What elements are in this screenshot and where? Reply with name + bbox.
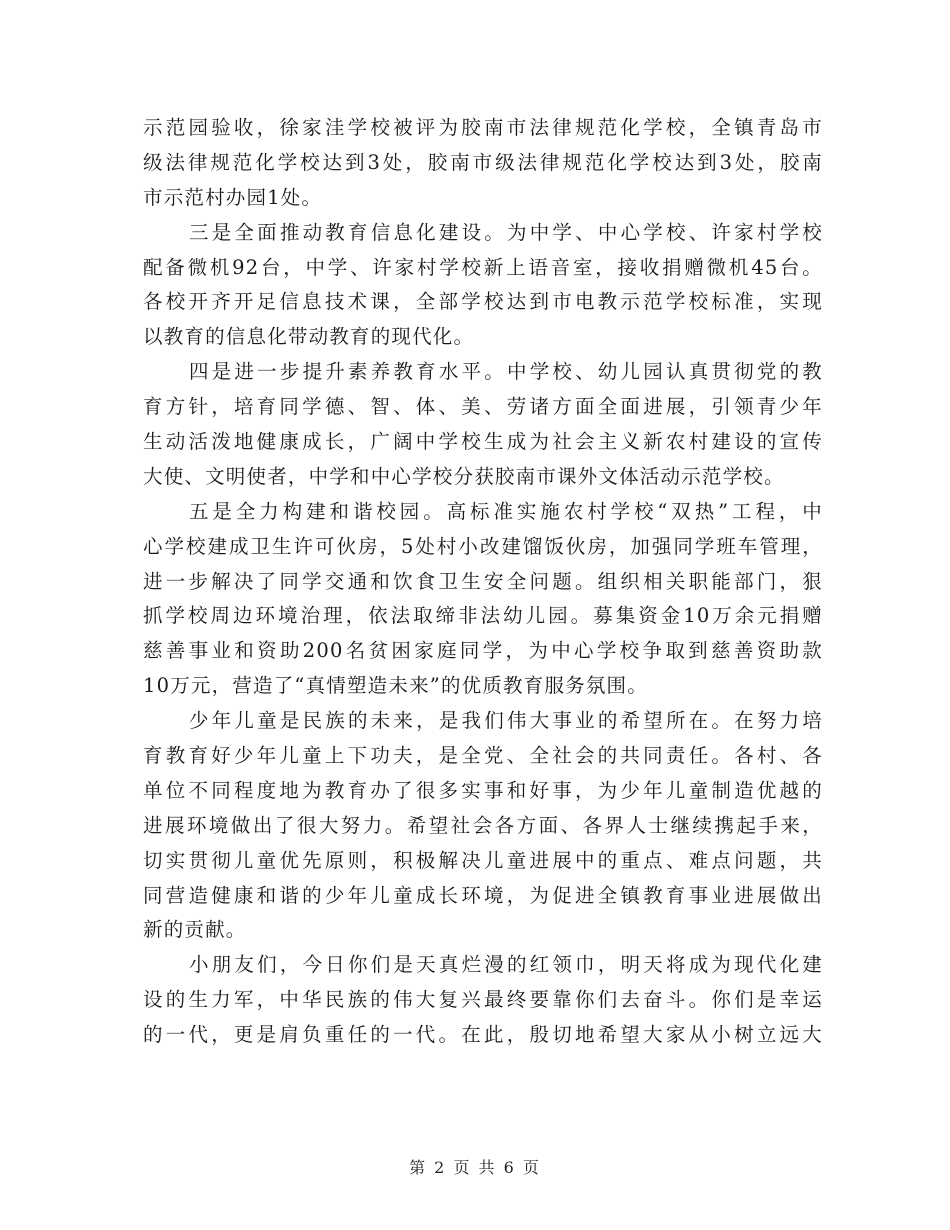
text-line: 心学校建成卫生许可伙房，5处村小改建馏饭伙房，加强同学班车管理， — [143, 534, 823, 558]
text-line: 设的生力军，中华民族的伟大复兴最终要靠你们去奋斗。你们是幸运 — [143, 988, 823, 1012]
text-line: 示范园验收，徐家洼学校被评为胶南市法律规范化学校，全镇青岛市 — [143, 116, 823, 139]
paragraph — [143, 216, 823, 356]
text-line: 慈善事业和资助200名贫困家庭同学，为中心学校争取到慈善资助款 — [143, 639, 823, 663]
text-line: 各校开齐开足信息技术课，全部学校达到市电教示范学校标准，实现 — [143, 290, 823, 314]
paragraph — [143, 948, 823, 1053]
text-line: 级法律规范化学校达到3处，胶南市级法律规范化学校达到3处，胶南 — [143, 150, 823, 174]
text-line: 单位不同程度地为教育办了很多实事和好事，为少年儿童制造优越的 — [143, 778, 823, 802]
text-line: 大使、文明使者，中学和中心学校分获胶南市课外文体活动示范学校。 — [143, 464, 785, 488]
text-line: 育方针，培育同学德、智、体、美、劳诸方面全面进展，引领青少年 — [143, 395, 823, 419]
text-line: 市示范村办园1处。 — [143, 185, 323, 209]
text-line: 三是全面推动教育信息化建设。为中学、中心学校、许家村学校 — [189, 220, 823, 244]
paragraph — [143, 704, 823, 948]
text-line: 育教育好少年儿童上下功夫，是全党、全社会的共同责任。各村、各 — [143, 744, 823, 768]
paragraph — [143, 495, 823, 704]
text-line: 同营造健康和谐的少年儿童成长环境，为促进全镇教育事业进展做出 — [143, 883, 823, 907]
text-line: 进一步解决了同学交通和饮食卫生安全问题。组织相关职能部门，狠 — [143, 569, 823, 593]
paragraph — [143, 111, 823, 216]
text-line: 四是进一步提升素养教育水平。中学校、幼儿园认真贯彻党的教 — [189, 360, 823, 384]
text-line: 进展环境做出了很大努力。希望社会各方面、各界人士继续携起手来， — [143, 813, 823, 837]
page-number-label: 第 2 页 共 6 页 — [409, 1158, 541, 1177]
text-line: 配备微机92台，中学、许家村学校新上语音室，接收捐赠微机45台。 — [143, 255, 823, 279]
text-line: 以教育的信息化带动教育的现代化。 — [143, 325, 475, 349]
page-footer — [0, 1155, 950, 1178]
text-line: 的一代，更是肩负重任的一代。在此，殷切地希望大家从小树立远大 — [143, 1023, 823, 1047]
text-line: 切实贯彻儿童优先原则，积极解决儿童进展中的重点、难点问题，共 — [143, 848, 823, 872]
text-line: 五是全力构建和谐校园。高标准实施农村学校“双热”工程，中 — [189, 499, 823, 523]
text-line: 少年儿童是民族的未来，是我们伟大事业的希望所在。在努力培 — [189, 709, 823, 733]
text-line: 抓学校周边环境治理，依法取缔非法幼儿园。募集资金10万余元捐赠 — [143, 604, 823, 628]
text-line: 新的贡献。 — [143, 918, 247, 942]
text-line: 10万元，营造了“真情塑造未来”的优质教育服务氛围。 — [143, 674, 648, 698]
text-line: 生动活泼地健康成长，广阔中学校生成为社会主义新农村建设的宣传 — [143, 430, 823, 454]
text-line: 小朋友们，今日你们是天真烂漫的红领巾，明天将成为现代化建 — [189, 953, 823, 977]
document-body — [143, 111, 823, 1053]
paragraph — [143, 355, 823, 495]
